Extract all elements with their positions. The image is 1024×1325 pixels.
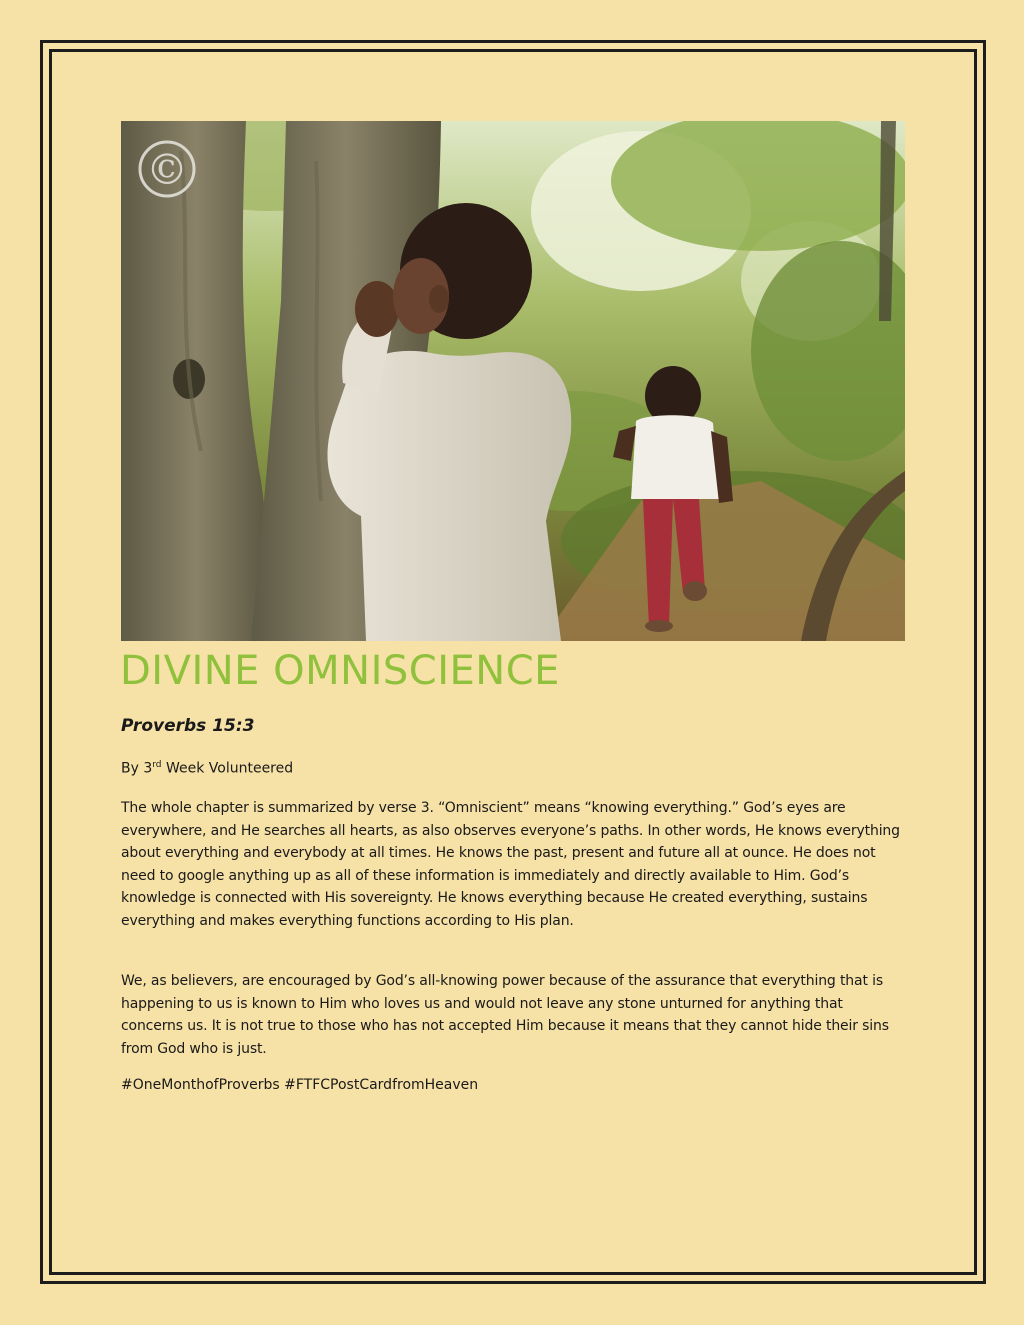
copyright-watermark: © xyxy=(146,145,188,194)
page-title: DIVINE OMNISCIENCE xyxy=(120,648,560,694)
byline-suffix: Week Volunteered xyxy=(161,760,294,777)
photo-illustration xyxy=(121,121,905,641)
hero-photo xyxy=(121,121,905,641)
hashtags: #OneMonthofProverbs #FTFCPostCardfromHeaven xyxy=(121,1077,479,1093)
body-paragraph-2: We, as believers, are encouraged by God’s all-knowing power because of the assurance that everything that is happening to us is known to Him who loves us and would not leave any stone unturned for anything that concerns us. It is not true to those who has not accepted Him because it means that they cannot hide their sins from God who is just. xyxy=(121,973,889,1057)
byline-prefix: By 3 xyxy=(121,760,153,777)
body-paragraph-1: The whole chapter is summarized by verse 3. “Omniscient” means “knowing everything.” God’s eyes are everywhere, and He searches all hearts, as also observes everyone’s paths. In other words, He knows everything about everything and everybody at all times. He knows the past, present and future all at ounce. He does not need to google anything up as all of these information is immediately and directly available to Him. God’s knowledge is connected with His sovereignty. He knows everything because He created everything, sustains everything and makes everything functions according to His plan. xyxy=(121,800,900,929)
verse-reference: Proverbs 15:3 xyxy=(121,716,255,736)
byline-ordinal: rd xyxy=(152,760,162,770)
byline xyxy=(121,760,293,777)
